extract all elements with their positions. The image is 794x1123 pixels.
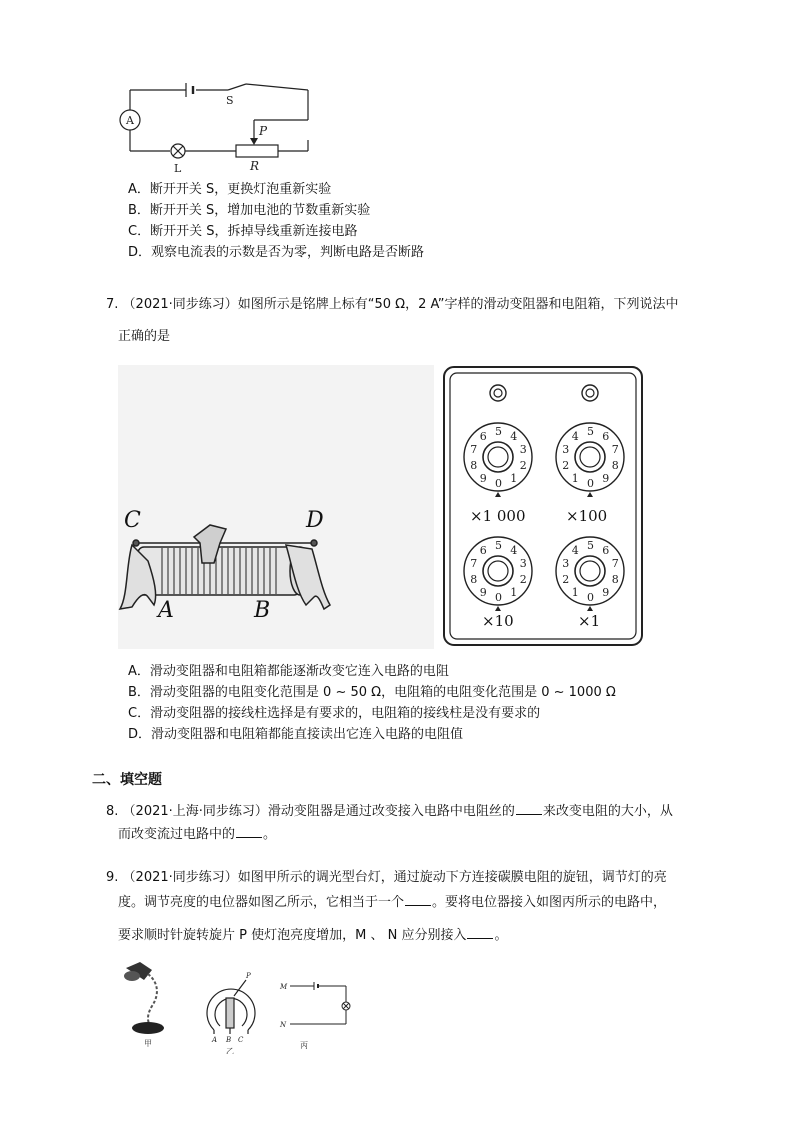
pot-a-label: A xyxy=(212,1036,218,1044)
resistance-box-figure xyxy=(442,365,644,647)
q8-blank-2[interactable] xyxy=(236,825,262,838)
dial-digit: 1 xyxy=(571,472,579,485)
q7-source: （2021·同步练习） xyxy=(122,297,238,312)
q8-line2 xyxy=(118,825,276,844)
dial-digit: 1 xyxy=(510,586,518,599)
rheostat-figure xyxy=(118,365,434,649)
ammeter-label: A xyxy=(126,114,134,127)
circuit-n-label: N xyxy=(280,1021,287,1029)
dial-digit: 7 xyxy=(611,557,619,570)
dial-digit: 9 xyxy=(479,472,487,485)
q7-option-c: C．滑动变阻器的接线柱选择是有要求的，电阻箱的接线柱是没有要求的 xyxy=(128,706,541,721)
circuit-m-label: M xyxy=(280,983,288,991)
dial-digit: 8 xyxy=(611,573,619,586)
q7-option-d: D．滑动变阻器和电阻箱都能直接读出它连入电路的电阻值 xyxy=(128,727,464,742)
pot-c-label: C xyxy=(238,1036,244,1044)
dial-digit: 5 xyxy=(495,425,502,438)
q8-text-1a: 滑动变阻器是通过改变接入电路中电阻丝的 xyxy=(267,804,515,819)
dial-digit: 2 xyxy=(519,573,527,586)
resistor-label: R xyxy=(250,159,260,173)
q9-text-2b: 。要将电位器接入如图丙所示的电路中， xyxy=(432,895,667,910)
circuit-bing-figure xyxy=(290,982,350,1024)
dial-digit: 2 xyxy=(519,459,527,472)
fig-label-yi: 乙 xyxy=(226,1047,234,1054)
dial-digit: 5 xyxy=(587,539,594,552)
q8-source: （2021·上海·同步练习） xyxy=(122,804,268,819)
dial-x1-label: ×1 xyxy=(578,612,601,630)
terminal-a-label: A xyxy=(158,598,174,623)
dial-digit: 3 xyxy=(562,557,570,570)
q6-option-c: C．断开开关 S，拆掉导线重新连接电路 xyxy=(128,224,358,239)
dial-digit: 8 xyxy=(470,573,478,586)
pot-p-label: P xyxy=(246,972,251,980)
dial-digit: 7 xyxy=(470,557,478,570)
q6-option-d: D．观察电流表的示数是否为零，判断电路是否断路 xyxy=(128,245,425,260)
dial-digit: 4 xyxy=(510,430,518,443)
dial-digit: 9 xyxy=(479,586,487,599)
q9-blank-2[interactable] xyxy=(467,926,493,939)
section-title-fill-in: 二、填空题 xyxy=(92,772,162,788)
lamp-label: L xyxy=(174,162,182,175)
terminal-b-label: B xyxy=(254,598,271,623)
q9-line3 xyxy=(118,926,507,945)
dial-digit: 5 xyxy=(495,539,502,552)
dial-digit: 4 xyxy=(510,544,518,557)
dial-digit: 4 xyxy=(571,544,579,557)
dial-digit: 3 xyxy=(519,557,527,570)
dial-digit: 7 xyxy=(611,443,619,456)
q9-blank-1[interactable] xyxy=(405,893,431,906)
dial-digit: 7 xyxy=(470,443,478,456)
desk-lamp-figure xyxy=(124,962,164,1048)
q6-option-b: B．断开开关 S，增加电池的节数重新实验 xyxy=(128,203,371,218)
q7-number: 7. xyxy=(106,297,119,312)
dial-x1000-label: ×1 000 xyxy=(470,507,526,525)
potentiometer-figure xyxy=(207,980,255,1034)
q8-blank-1[interactable] xyxy=(516,802,542,815)
q9-text-1: 如图甲所示的调光型台灯，通过旋动下方连接碳膜电阻的旋钮，调节灯的亮 xyxy=(237,870,667,885)
q8-text-1b: 来改变电阻的大小，从 xyxy=(542,804,673,819)
q7-stem-line1: 如图所示是铭牌上标有“50 Ω，2 A”字样的滑动变阻器和电阻箱，下列说法中 xyxy=(237,297,679,312)
q9-line2 xyxy=(118,893,666,912)
dial-digit: 4 xyxy=(571,430,579,443)
dial-digit: 0 xyxy=(587,591,594,604)
dial-digit: 0 xyxy=(495,477,502,490)
terminal-d-label: D xyxy=(306,508,324,533)
fig-label-bing: 丙 xyxy=(300,1041,308,1050)
dial-digit: 6 xyxy=(479,430,487,443)
dial-digit: 1 xyxy=(510,472,518,485)
q9-text-2a: 度。调节亮度的电位器如图乙所示，它相当于一个 xyxy=(118,895,405,910)
q9-number: 9. xyxy=(106,870,119,885)
dial-digit: 0 xyxy=(495,591,502,604)
dial-digit: 2 xyxy=(562,459,570,472)
dial-digit: 9 xyxy=(602,586,610,599)
dial-x100-label: ×100 xyxy=(566,507,608,525)
dial-digit: 0 xyxy=(587,477,594,490)
q9-figures xyxy=(118,958,358,1054)
switch-label: S xyxy=(226,94,234,107)
dial-digit: 3 xyxy=(562,443,570,456)
q9-text-3b: 。 xyxy=(494,928,508,943)
fig-label-jia: 甲 xyxy=(144,1039,152,1048)
dial-digit: 6 xyxy=(602,544,610,557)
q7-stem-line2: 正确的是 xyxy=(118,329,171,344)
dial-digit: 5 xyxy=(587,425,594,438)
q9-text-3a: 要求顺时针旋转旋片 P 使灯泡亮度增加，M 、 N 应分别接入 xyxy=(118,928,467,943)
q8-line1 xyxy=(106,802,673,821)
dial-x10-label: ×10 xyxy=(482,612,514,630)
q7-option-b: B．滑动变阻器的电阻变化范围是 0 ~ 50 Ω，电阻箱的电阻变化范围是 0 ~ 1000 Ω xyxy=(128,685,616,700)
q7-question xyxy=(106,296,679,314)
q9-line1 xyxy=(106,869,667,887)
q9-source: （2021·同步练习） xyxy=(122,870,238,885)
terminal-c-label: C xyxy=(124,508,141,533)
dial-digit: 8 xyxy=(470,459,478,472)
q8-number: 8. xyxy=(106,804,119,819)
q6-circuit-diagram xyxy=(118,78,318,176)
dial-digit: 3 xyxy=(519,443,527,456)
q6-option-a: A．断开开关 S，更换灯泡重新实验 xyxy=(128,182,332,197)
dial-digit: 2 xyxy=(562,573,570,586)
slider-label: P xyxy=(259,124,268,138)
dial-digit: 9 xyxy=(602,472,610,485)
pot-b-label: B xyxy=(226,1036,232,1044)
dial-digit: 6 xyxy=(602,430,610,443)
q8-text-2b: 。 xyxy=(263,827,277,842)
dial-digit: 8 xyxy=(611,459,619,472)
dial-digit: 6 xyxy=(479,544,487,557)
dial-digit: 1 xyxy=(571,586,579,599)
q7-option-a: A．滑动变阻器和电阻箱都能逐渐改变它连入电路的电阻 xyxy=(128,664,449,679)
q8-text-2a: 而改变流过电路中的 xyxy=(118,827,236,842)
